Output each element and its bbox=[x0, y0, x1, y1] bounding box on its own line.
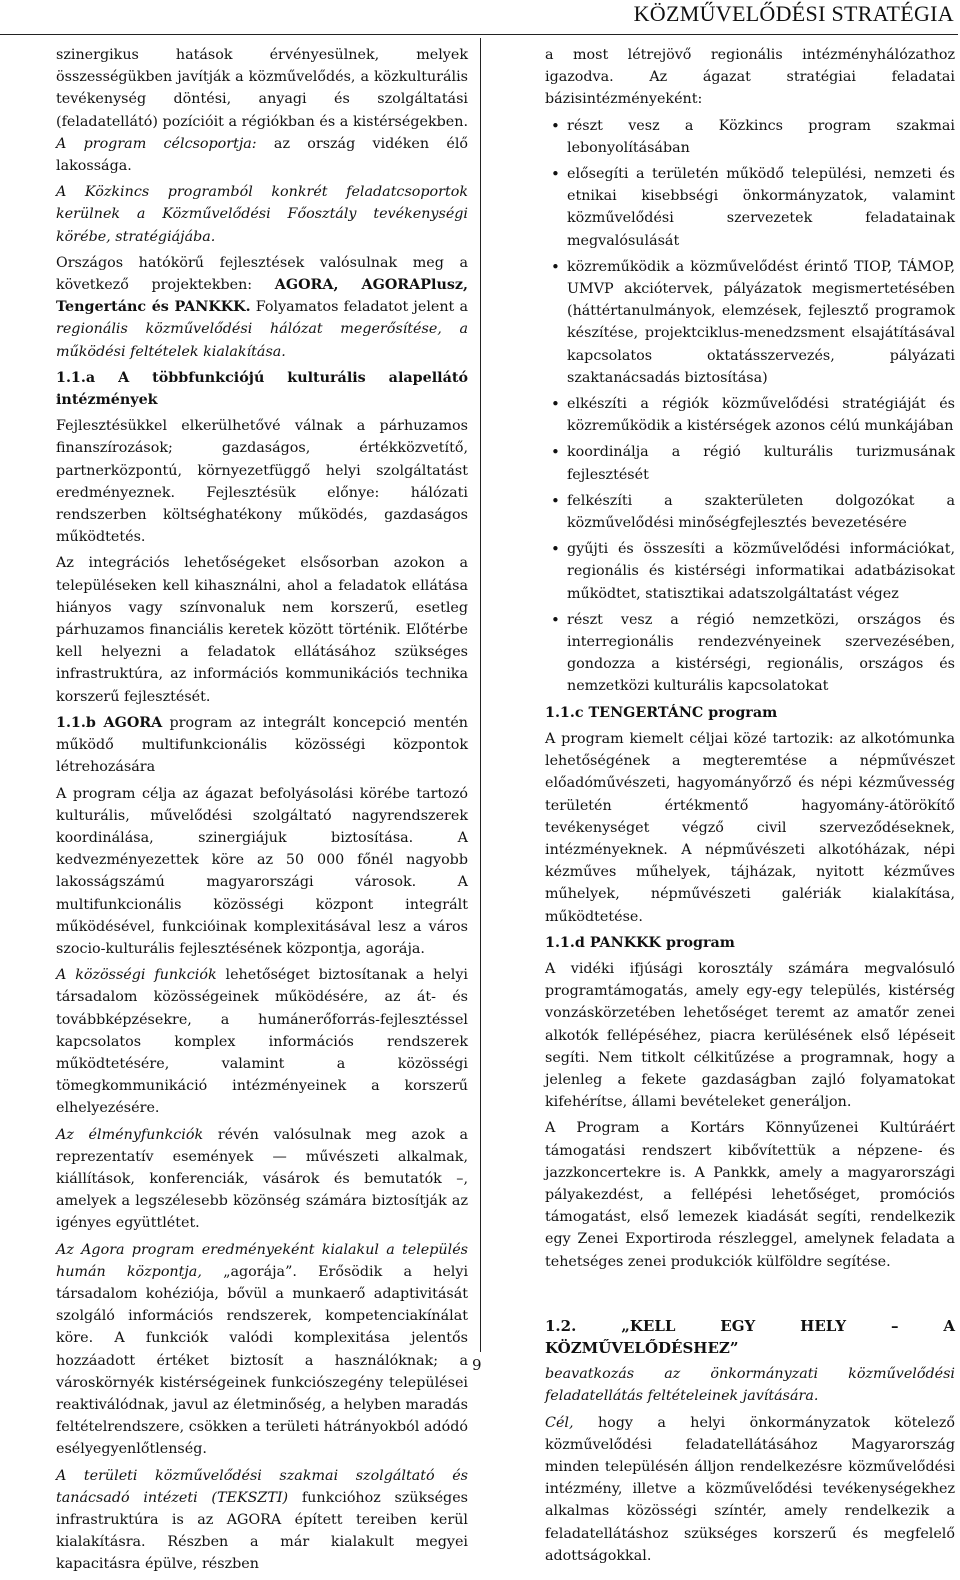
list-item: • közreműködik a közművelődést érintő TIOP, TÁMOP, UMVP akciótervek, pályázatok megismertetésében (háttértanulmányok, elemzések, fejlesztő programok készítése, projektciklus-menedzsment elsajátításával kapcsolatos oktatásszervezés, pályázati szaktanácsadás biztosítása) bbox=[545, 256, 955, 389]
paragraph: A Közkincs programból konkrét feladatcsoportok kerülnek a Közművelődési Főosztály tevékenységi körébe, stratégiájába. bbox=[56, 184, 468, 245]
list-item: • gyűjti és összesíti a közművelődési információkat, regionális és kistérségi informatikai adatbázisokat működtet, statisztikai adatszolgáltatást végez bbox=[545, 538, 955, 605]
section-heading: 1.1.d PANKKK program bbox=[545, 934, 735, 951]
page-header bbox=[0, 0, 958, 35]
list-item: • elkészíti a régiók közművelődési stratégiáját és közreműködik a kistérségek azonos célú munkájában bbox=[545, 393, 955, 437]
paragraph: a most létrejövő regionális intézményhálózathoz igazodva. Az ágazat stratégiai feladatai bázisintézményeként: bbox=[545, 47, 955, 108]
section-heading: 1.1.a A többfunkciójú kulturális alapellátó intézmények bbox=[56, 369, 468, 409]
running-title: KÖZMŰVELŐDÉSI STRATÉGIA bbox=[633, 1, 954, 26]
column-divider bbox=[480, 38, 481, 1352]
paragraph: Az Agora program eredményeként kialakul a település humán központja, „agorája”. Erősödik a helyi társadalom kohéziója, bővül a munkaerő adaptivitását szolgáló információs rendszerek, kompetenciakínálat köre. A funkciók valódi komplexitása jelentős hozzáadott értéket biztosít a használóknak; a városkörnyék kistérségeinek funkciószegény települései reaktiválódnak, javul az életminőség, a helyben maradás feltételrendszere, csökken a területi hátrányokból adódó esélyegyenlőtlenség. bbox=[56, 1241, 469, 1458]
section-heading: 1.1.c TENGERTÁNC program bbox=[545, 704, 778, 721]
chapter-heading: 1.2. „KELL EGY HELY – A KÖZMŰVELŐDÉSHEZ” bbox=[545, 1316, 955, 1357]
paragraph: Az élményfunkciók révén valósulnak meg azok a reprezentatív események — művészeti alkalmak, kiállítások, konferenciák, vásárok és bemutatók –, amelyek a legszélesebb közönség számára biztosítják az igényes együttlétet. bbox=[56, 1126, 468, 1232]
right-column bbox=[545, 44, 955, 1571]
section-heading: 1.1.b AGORA bbox=[56, 714, 163, 731]
paragraph: A program kiemelt céljai közé tartozik: az alkotómunka lehetőségének a megteremtése a népművészet előadóművészeti, hagyományőrző és népi kézművesség területén értékmentő hagyomány-átörökítő tevékenységet végző civil szerveződéseknek, intézményeknek. A népművészeti alkotóházak, népi kézműves műhelyek, tájházak, nyitott kézműves műhelyek, népművészeti galériák kialakítása, működtetése. bbox=[545, 730, 955, 925]
paragraph: A területi közművelődési szakmai szolgáltató és tanácsadó intézeti (TEKSZTI) funkcióhoz szükséges infrastruktúra is az AGORA épített tereiben kerül kialakításra. Részben a már kialakult megyei kapacitásra épülve, részben bbox=[56, 1467, 469, 1573]
list-item: • koordinálja a régió kulturális turizmusának fejlesztését bbox=[545, 441, 955, 485]
paragraph: Fejlesztésükkel elkerülhetővé válnak a párhuzamos finanszírozások; gazdaságos, értékközvetítő, partnerközpontú, környezetfüggő helyi szolgáltatást eredményeznek. Fejlesztésük előnye: hálózati rendszerben költséghatékony működés, gazdaságos működtetés. bbox=[56, 418, 468, 546]
paragraph: beavatkozás az önkormányzati közművelődési feladatellátás feltételeinek javítására. bbox=[545, 1366, 955, 1405]
paragraph: A Program a Kortárs Könnyűzenei Kultúráért támogatási rendszert kibővítettük a népzene- és jazzkoncertekre is. A Pankkk, amely a magyarországi pályakezdést, a fellépési lehetőséget, promóciós támogatást, első lemezek kiadását segíti, rendelkezik egy Zenei Exportiroda részleggel, amelynek feladata a tehetséges zenei produkciók külföldre segítése. bbox=[545, 1120, 955, 1270]
paragraph: Országos hatókörű fejlesztések valósulnak meg a következő projektekben: AGORA, AGORAPlusz, Tengertánc és PANKKK. Folyamatos feladatot jelent a regionális közművelődési hálózat megerősítése, a működési feltételek kialakítása. bbox=[56, 254, 469, 360]
left-column bbox=[56, 44, 468, 1580]
paragraph: szinergikus hatások érvényesülnek, melyek összességükben javítják a közművelődés, a közkulturális tevékenység döntési, anyagi és szolgáltatási (feladatellátó) pozícióit a régiókban és a kistérségekben. A program célcsoportja: az ország vidéken élő lakossága. bbox=[56, 47, 469, 175]
list-item: • részt vesz a Közkincs program szakmai lebonyolításában bbox=[545, 115, 955, 159]
list-item: • felkészíti a szakterületen dolgozókat a közművelődési minőségfejlesztés bevezetésére bbox=[545, 490, 955, 534]
paragraph: A program célja az ágazat befolyásolási körébe tartozó kulturális, művelődési szolgáltató nagyrendszerek koordinálása, szinergiájuk biztosítása. A kedvezményezettek köre az 50 000 főnél nagyobb lakosságszámú magyarországi városok. A multifunkcionális közösségi központ integrált működésével, funkcióinak komplexitásával lesz a város szocio-kulturális fejlesztésének központja, agorája. bbox=[56, 785, 468, 957]
paragraph: Az integrációs lehetőségeket elsősorban azokon a településeken kell kihasználni, ahol a feladatok ellátása hiányos vagy színvonaluk nem korszerű, esetleg párhuzamos financiális keretek között történik. Előtérbe kell helyezni a feladatok ellátásához szükséges infrastruktúra, az információs kommunikációs technika korszerű fejlesztését. bbox=[56, 555, 468, 705]
list-item: • elősegíti a területén működő települési, nemzeti és etnikai kisebbségi önkormányzatok, valamint közművelődési szervezetek feladatainak megvalósulását bbox=[545, 163, 955, 252]
paragraph: 1.1.b AGORA program az integrált koncepció mentén működő multifunkcionális közösségi központok létrehozására bbox=[56, 714, 468, 776]
paragraph: A közösségi funkciók lehetőséget biztosítanak a helyi társadalom közösségeinek működésére, az át- és továbbképzésekre, a humánerőforrás-fejlesztéssel kapcsolatos komplex információs rendszerek működtetésére, valamint a közösségi tömegkommunikáció intézményeinek a korszerű elhelyezésére. bbox=[56, 967, 469, 1117]
paragraph: A vidéki ifjúsági korosztály számára megvalósuló programtámogatás, amely egy-egy település, kistérség vonzáskörzetében lehetőséget teremt az amatőr zenei alkotók fellépéséhez, piacra kerülésének első lépéseit segíti. Nem titkolt célkitűzése a programnak, hogy a jelenleg a fekete gazdaságban zajló folyamatokat kifehérítse, állami bevételeket generáljon. bbox=[545, 960, 955, 1111]
page-number: 9 bbox=[472, 1356, 482, 1374]
paragraph: Cél, hogy a helyi önkormányzatok kötelező közművelődési feladatellátásához Magyarország minden településén álljon rendelkezésre közművelődési intézmény, illetve a közművelődési tevékenységekhez alkalmas közösségi színtér, amely rendelkezik a feladatellátáshoz szükséges korszerű és megfelelő adottságokkal. bbox=[545, 1414, 955, 1564]
list-item: • részt vesz a régió nemzetközi, országos és interregionális rendezvényeinek szervezésében, gondozza a kistérségi, regionális, országos és nemzetközi kulturális kapcsolatokat bbox=[545, 609, 955, 698]
task-list bbox=[545, 115, 955, 698]
